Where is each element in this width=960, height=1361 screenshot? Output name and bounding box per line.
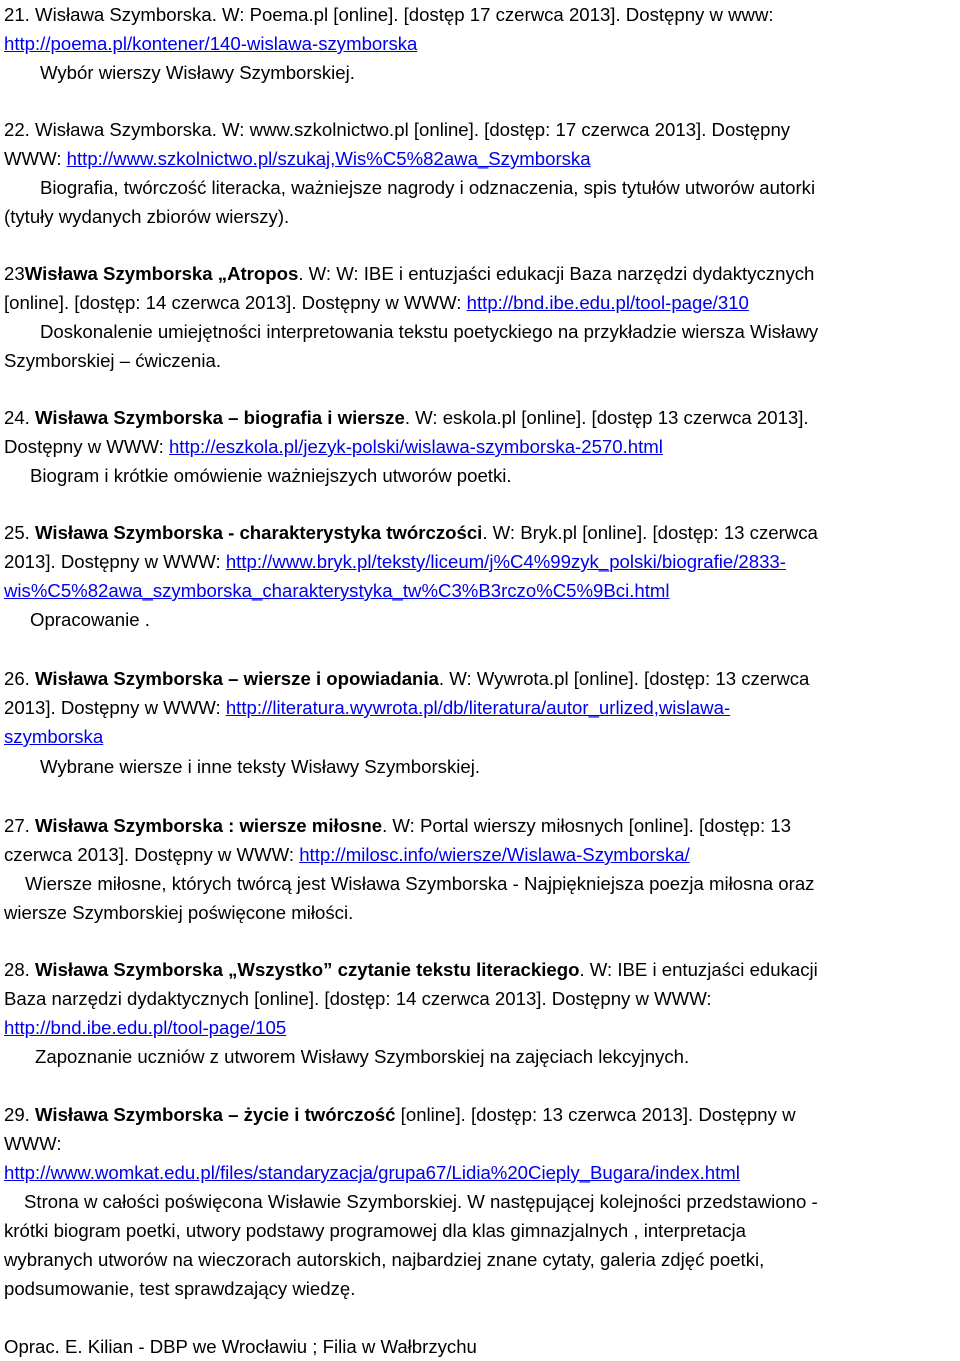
- entry-title: Wisława Szymborska „Wszystko” czytanie tekstu literackiego: [35, 959, 580, 980]
- entry-number: 26.: [4, 668, 36, 689]
- entry-description: Biogram i krótkie omówienie ważniejszych utworów poetki.: [30, 465, 512, 486]
- entry-description: wiersze Szymborskiej poświęcone miłości.: [4, 902, 354, 923]
- entry-link[interactable]: http://bnd.ibe.edu.pl/tool-page/105: [4, 1017, 287, 1038]
- entry-text: [online]. [dostęp: 13 czerwca 2013]. Dostępny w: [395, 1104, 796, 1125]
- entry-number: 23: [4, 263, 25, 284]
- entry-link[interactable]: http://poema.pl/kontener/140-wislawa-szymborska: [4, 33, 418, 54]
- entry-link[interactable]: http://bnd.ibe.edu.pl/tool-page/310: [466, 292, 749, 313]
- entry-title: Wisława Szymborska : wiersze miłosne: [35, 815, 383, 836]
- entry-link[interactable]: http://www.szkolnictwo.pl/szukaj,Wis%C5%82awa_Szymborska: [66, 148, 591, 169]
- entry-description: Biografia, twórczość literacka, ważniejsze nagrody i odznaczenia, spis tytułów utworów autorki: [40, 177, 816, 198]
- entry-number: 25.: [4, 522, 36, 543]
- entry-title: Wisława Szymborska - charakterystyka twórczości: [35, 522, 483, 543]
- entry-description: (tytuły wydanych zbiorów wierszy).: [4, 206, 290, 227]
- entry-link[interactable]: http://eszkola.pl/jezyk-polski/wislawa-szymborska-2570.html: [168, 436, 663, 457]
- entry-text: 2013]. Dostępny w WWW:: [4, 551, 226, 572]
- entry-title: Wisława Szymborska – biografia i wiersze: [35, 407, 405, 428]
- entry-number: 28.: [4, 959, 36, 980]
- entry-text: 2013]. Dostępny w WWW:: [4, 697, 226, 718]
- entry-link[interactable]: wis%C5%82awa_szymborska_charakterystyka_tw%C3%B3rczo%C5%9Bci.html: [4, 580, 670, 601]
- entry-link[interactable]: http://www.bryk.pl/teksty/liceum/j%C4%99zyk_polski/biografie/2833-: [225, 551, 786, 572]
- entry-description: krótki biogram poetki, utwory podstawy programowej dla klas gimnazjalnych , interpretacja: [4, 1220, 747, 1241]
- entry-text: . W: Bryk.pl [online]. [dostęp: 13 czerwca: [482, 522, 818, 543]
- entry-description: Strona w całości poświęcona Wisławie Szymborskiej. W następującej kolejności przedstawiono -: [24, 1191, 818, 1212]
- entry-text: . W: eskola.pl [online]. [dostęp 13 czerwca 2013].: [404, 407, 809, 428]
- entry-text: . W: IBE i entuzjaści edukacji: [579, 959, 818, 980]
- entry-description: Wiersze miłosne, których twórcą jest Wisława Szymborska - Najpiękniejsza poezja miłosna oraz: [25, 873, 815, 894]
- entry-text: . W: Portal wierszy miłosnych [online]. [dostęp: 13: [382, 815, 791, 836]
- entry-description: Szymborskiej – ćwiczenia.: [4, 350, 221, 371]
- footer-credit: Oprac. E. Kilian - DBP we Wrocławiu ; Filia w Wałbrzychu: [4, 1336, 477, 1357]
- entry-title: Wisława Szymborska – wiersze i opowiadania: [35, 668, 439, 689]
- entry-text: . W: Wywrota.pl [online]. [dostęp: 13 czerwca: [438, 668, 810, 689]
- entry-text: Dostępny w WWW:: [4, 436, 169, 457]
- entry-description: podsumowanie, test sprawdzający wiedzę.: [4, 1278, 356, 1299]
- entry-description: wybranych utworów na wieczorach autorskich, najbardziej znane cytaty, galeria zdjęć poetki,: [4, 1249, 765, 1270]
- entry-title: Wisława Szymborska „Atropos: [24, 263, 299, 284]
- entry-text: [online]. [dostęp: 14 czerwca 2013]. Dostępny w WWW:: [4, 292, 467, 313]
- entry-text: WWW:: [4, 1133, 62, 1154]
- entry-number: 24.: [4, 407, 36, 428]
- entry-description: Wybór wierszy Wisławy Szymborskiej.: [40, 62, 355, 83]
- entry-text: czerwca 2013]. Dostępny w WWW:: [4, 844, 300, 865]
- entry-link[interactable]: szymborska: [4, 726, 104, 747]
- entry-description: Doskonalenie umiejętności interpretowania tekstu poetyckiego na przykładzie wiersza Wisławy: [40, 321, 819, 342]
- entry-link[interactable]: http://www.womkat.edu.pl/files/standaryzacja/grupa67/Lidia%20Cieply_Bugara/index.html: [4, 1162, 740, 1183]
- entry-number: 29.: [4, 1104, 36, 1125]
- entry-description: Opracowanie .: [30, 609, 150, 630]
- entry-number: 27.: [4, 815, 36, 836]
- entry-title: Wisława Szymborska – życie i twórczość: [35, 1104, 396, 1125]
- entry-text: 21. Wisława Szymborska. W: Poema.pl [online]. [dostęp 17 czerwca 2013]. Dostępny w www:: [4, 4, 774, 25]
- entry-link[interactable]: http://milosc.info/wiersze/Wislawa-Szymborska/: [299, 844, 690, 865]
- entry-description: Wybrane wiersze i inne teksty Wisławy Szymborskiej.: [40, 756, 481, 777]
- entry-description: Zapoznanie uczniów z utworem Wisławy Szymborskiej na zajęciach lekcyjnych.: [35, 1046, 690, 1067]
- entry-text: . W: W: IBE i entuzjaści edukacji Baza narzędzi dydaktycznych: [298, 263, 815, 284]
- entry-text: Baza narzędzi dydaktycznych [online]. [dostęp: 14 czerwca 2013]. Dostępny w WWW:: [4, 988, 712, 1009]
- entry-text: WWW:: [4, 148, 67, 169]
- entry-link[interactable]: http://literatura.wywrota.pl/db/literatura/autor_urlized,wislawa-: [225, 697, 731, 718]
- entry-text: 22. Wisława Szymborska. W: www.szkolnictwo.pl [online]. [dostęp: 17 czerwca 2013]. Dostępny: [4, 119, 791, 140]
